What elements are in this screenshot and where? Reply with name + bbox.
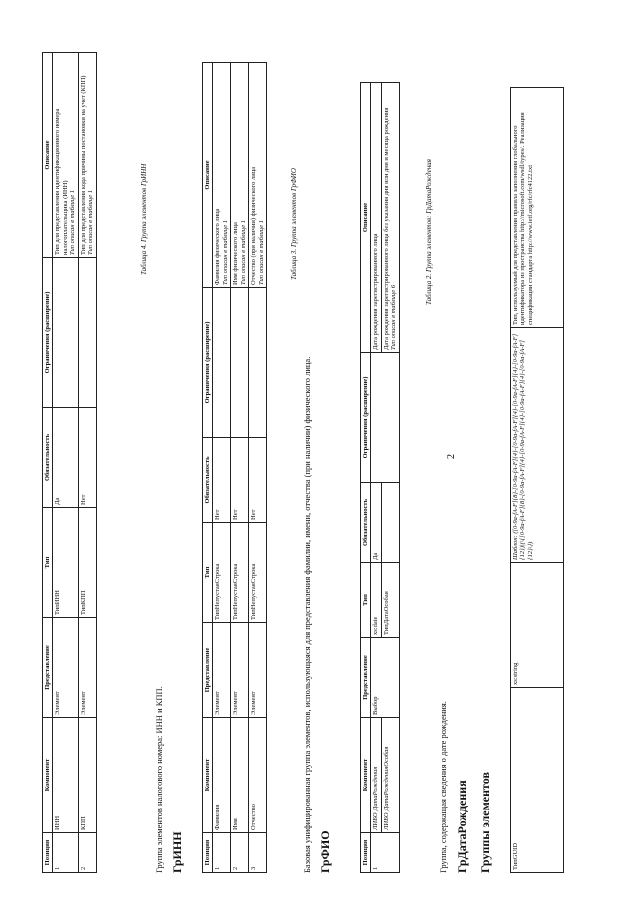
table-row (371, 83, 381, 873)
table-header-row (203, 63, 213, 873)
cell-type: ТипИНН (53, 508, 78, 618)
heading-grdatarozhdeniya: ГрДатаРождения (455, 780, 469, 873)
table-4 (42, 52, 97, 873)
col-req: Обязательность (361, 483, 371, 563)
col-type: Тип (43, 508, 53, 618)
cell-desc (249, 63, 267, 288)
cell-pos: 1 (371, 833, 399, 873)
cell-desc (213, 63, 231, 288)
col-repr: Представление (203, 623, 213, 718)
page-number: 2 (446, 454, 457, 459)
col-restr: Ограничения (расширение) (43, 258, 53, 408)
desc-text: Фамилия физического лица (214, 208, 222, 285)
cell-desc (78, 53, 96, 258)
col-repr: Представление (43, 618, 53, 718)
col-type: Тип (203, 523, 213, 623)
cell-req: Да (53, 408, 78, 508)
intro-grdatarozhdeniya: Группа, содержащая сведения о дате рождения. (438, 701, 448, 873)
cell-repr: Элемент (53, 618, 78, 718)
cell-repr: Элемент (213, 623, 231, 718)
guid-base-type: xs:string (511, 563, 564, 688)
cell-desc: Дата рождения зарегистрированного лица (371, 83, 381, 353)
table-row (511, 88, 564, 873)
desc-text: Отчество (при наличии) физического лица (250, 166, 258, 285)
col-desc: Описание (203, 63, 213, 288)
guid-type-name: ТипGUID (511, 688, 564, 873)
cell-type: xs:date (371, 563, 381, 638)
type-note: Тип описан в таблице 1 (69, 190, 77, 255)
cell-comp: ИНН (53, 718, 78, 833)
cell-comp: ЛИБО ДатаРожденияОсобая (381, 718, 399, 833)
table-header-row (361, 83, 371, 873)
type-note: Тип описан в таблице 1 (239, 220, 247, 285)
cell-type: ТипНепустаяСтрока (213, 523, 231, 623)
table-row (231, 63, 249, 873)
col-comp: Компонент (361, 718, 371, 833)
col-pos: Позиция (361, 833, 371, 873)
col-req: Обязательность (203, 438, 213, 523)
col-pos: Позиция (203, 833, 213, 873)
cell-comp: Отчество (249, 718, 267, 833)
type-note: Тип описан в таблице 1 (87, 190, 95, 255)
cell-restr (371, 353, 399, 483)
cell-req: Нет (78, 408, 96, 508)
caption-table-4: Таблица 4. Группа элементов ГрИНН (140, 163, 148, 275)
type-note: Тип описан в таблице 1 (257, 220, 265, 285)
table-3 (202, 62, 267, 873)
cell-pos: 3 (249, 833, 267, 873)
cell-req: Нет (231, 438, 249, 523)
col-comp: Компонент (203, 718, 213, 833)
table-row (249, 63, 267, 873)
caption-table-3: Таблица 3. Группа элементов ГрФИО (290, 168, 298, 280)
col-comp: Компонент (43, 718, 53, 833)
cell-restr (78, 258, 96, 408)
cell-type: ТипКПП (78, 508, 96, 618)
heading-grfio: ГрФИО (318, 830, 332, 873)
cell-req (381, 483, 399, 563)
table-row (78, 53, 96, 873)
cell-repr: Выбор (371, 638, 399, 718)
cell-desc (231, 63, 249, 288)
guid-pattern: Шаблон: ([0-9a-fA-F]{8}-[0-9a-fA-F]{4}-[0-9a-fA-F]{4}-[0-9a-fA-F]{4}-[0-9a-fA-F]{12})|(\{[0-9a-fA-F]{8}-[0-9a-fA-F]{4}-[0-9a-fA-F]{4}-[0-9a-fA-F]{4}-[0-9a-fA-F]{12}\}) (511, 328, 564, 563)
guid-type-table (510, 87, 564, 873)
cell-comp: ЛИБО ДатаРождения (371, 718, 381, 833)
cell-pos: 1 (53, 833, 78, 873)
cell-pos: 1 (213, 833, 231, 873)
intro-grfio: Базовая унифицированная группа элементов, использующаяся для представления фамилии, имени, отчества (при наличии) физического лица. (302, 356, 312, 873)
cell-req: Нет (249, 438, 267, 523)
col-restr: Ограничения (расширение) (361, 353, 371, 483)
cell-restr (213, 288, 231, 438)
cell-restr (53, 258, 78, 408)
col-desc: Описание (361, 83, 371, 353)
intro-grinn: Группа элементов налогового номера: ИНН и КПП. (154, 686, 164, 873)
type-note: Тип описан в таблице 1 (221, 220, 229, 285)
type-note: Тип описан в таблице 6 (390, 285, 398, 350)
table-row (53, 53, 78, 873)
cell-restr (249, 288, 267, 438)
cell-comp: Имя (231, 718, 249, 833)
cell-pos: 2 (231, 833, 249, 873)
col-repr: Представление (361, 638, 371, 718)
cell-type: ТипНепустаяСтрока (231, 523, 249, 623)
cell-req: Да (371, 483, 381, 563)
heading-grinn: ГрИНН (170, 831, 184, 873)
caption-table-2: Таблица 2. Группа элементов: ГрДатаРождения (425, 159, 433, 305)
cell-restr (231, 288, 249, 438)
col-restr: Ограничения (расширение) (203, 288, 213, 438)
cell-type: ТипДатаОсобая (381, 563, 399, 638)
desc-text: Тип для представления кода причины постановки на учет (КПП) (79, 75, 87, 255)
cell-repr: Элемент (249, 623, 267, 718)
col-pos: Позиция (43, 833, 53, 873)
cell-type: ТипНепустаяСтрока (249, 523, 267, 623)
cell-desc (53, 53, 78, 258)
guid-description: Тип, используемый для представления правила заполнения глобального идентификатора из пространства http://microsoft.com/wsdl/types/. Реализация спецификации стандарта http://www.ietf.org/rfc/rfc4122.txt (511, 88, 564, 328)
table-row (213, 63, 231, 873)
table-header-row (43, 53, 53, 873)
desc-text: Имя физического лица (232, 222, 240, 285)
cell-desc (381, 83, 399, 353)
col-type: Тип (361, 563, 371, 638)
cell-repr: Элемент (231, 623, 249, 718)
section-title: Группы элементов (478, 772, 492, 873)
cell-repr: Элемент (78, 618, 96, 718)
desc-text: Дата рождения зарегистрированного лица без указания дня или дня и месяца рождения (382, 107, 390, 350)
table-2 (360, 82, 400, 873)
cell-comp: Фамилия (213, 718, 231, 833)
cell-req: Нет (213, 438, 231, 523)
desc-text: Тип для представления идентификационного номера налогоплательщика (ИНН) (54, 108, 69, 255)
col-desc: Описание (43, 53, 53, 258)
cell-comp: КПП (78, 718, 96, 833)
col-req: Обязательность (43, 408, 53, 508)
cell-pos: 2 (78, 833, 96, 873)
